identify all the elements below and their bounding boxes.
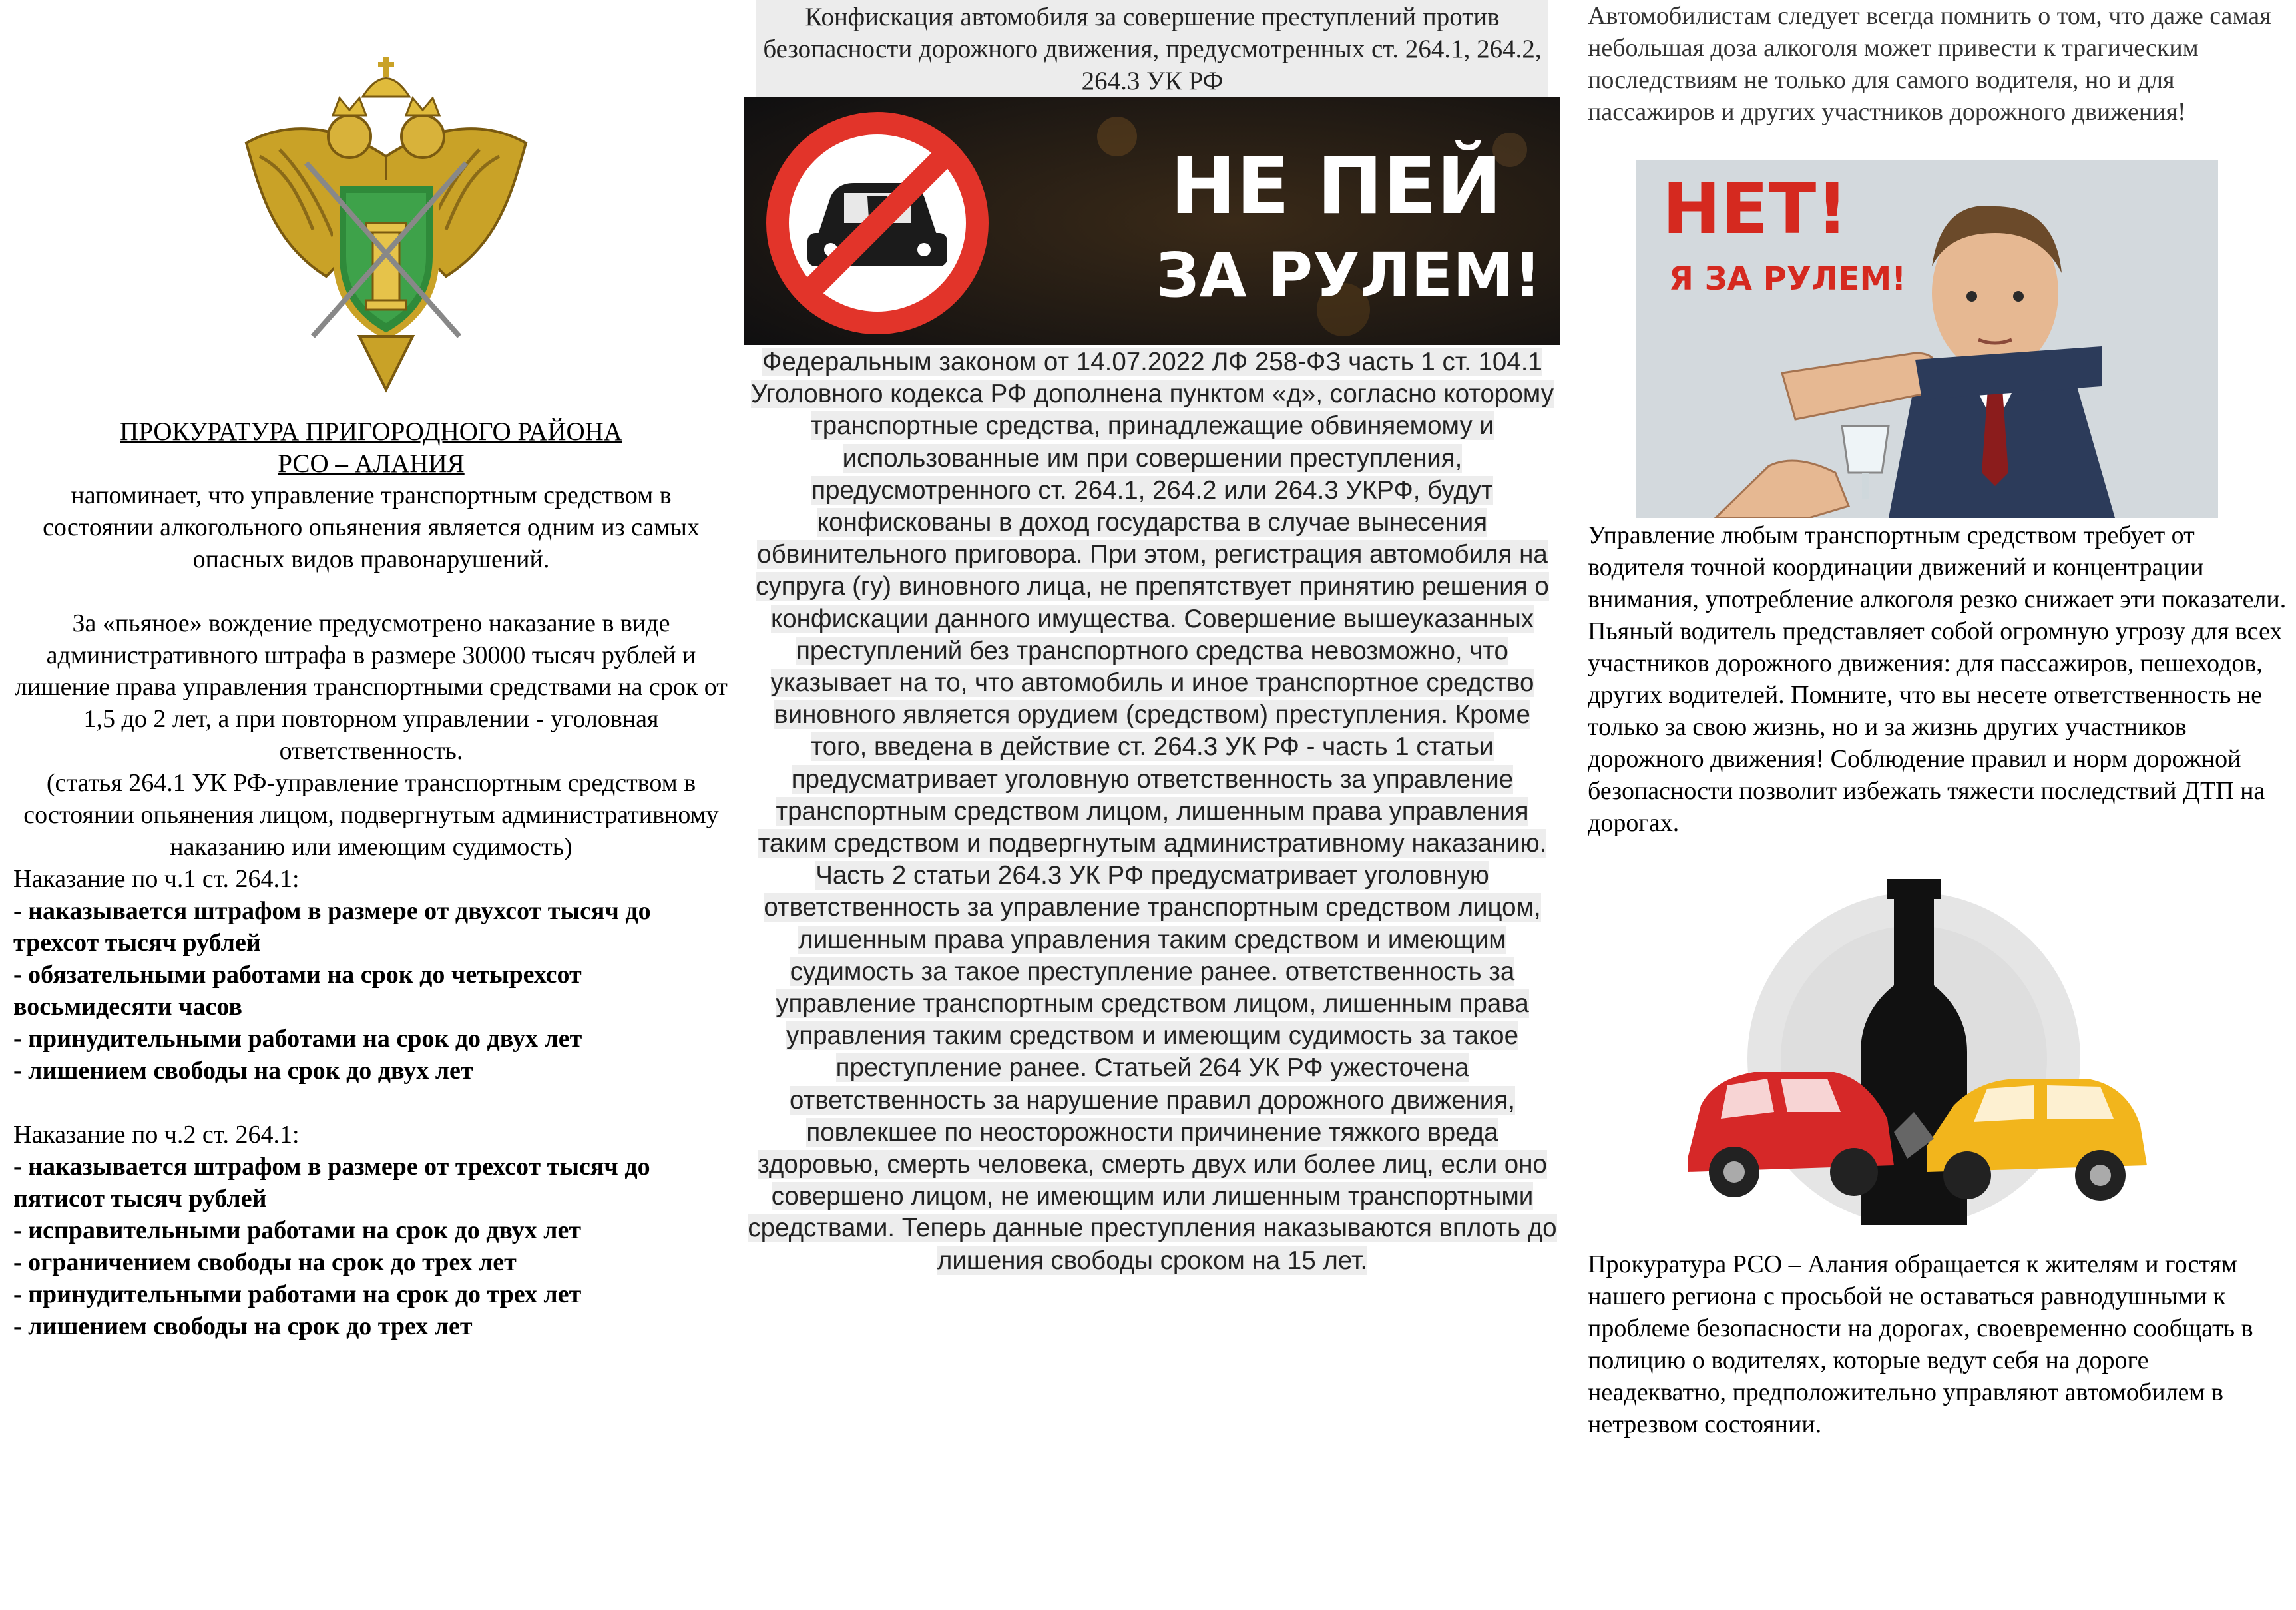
part2-item: - принудительными работами на срок до трех лет [13, 1280, 582, 1308]
part2-item: - исправительными работами на срок до двух лет [13, 1216, 581, 1244]
left-body [13, 479, 729, 1342]
refusal-poster [1636, 160, 2218, 518]
right-footer: Прокуратура РСО – Алания обращается к жителям и гостям нашего региона с просьбой не оставаться равнодушными к проблеме безопасности на дорогах, своевременно сообщать в полицию о водителях, которые ведут себя на дороге неадекватно, предположительно управляют автомобилем в нетрезвом состоянии. [1588, 1250, 2253, 1438]
man-refusing-drink-icon [1636, 160, 2218, 518]
poster-line-2: Я ЗА РУЛЕМ! [1669, 260, 1907, 298]
middle-title: Конфискация автомобиля за совершение преступлений против безопасности дорожного движения, предусмотренных ст. 264.1, 264.2, 264.3 УК РФ [756, 0, 1548, 100]
part1-item: - лишением свободы на срок до двух лет [13, 1057, 473, 1085]
part2-item: - ограничением свободы на срок до трех лет [13, 1248, 517, 1276]
right-body: Управление любым транспортным средством требует от водителя точной координации движений и концентрации внимания, употребление алкоголя резко снижает эти показатели. Пьяный водитель представляет собой огромную угрозу для всех участников дорожного движения: для пассажиров, пешеходов, других водителей. Помните, что вы несете ответственность не только за свою жизнь, но и за жизнь других участников дорожного движения! Соблюдение правил и норм дорожной безопасности позволит избежать тяжести последствий ДТП на дорогах. [1588, 521, 2287, 837]
penalty-text: За «пьяное» вождение предусмотрено наказание в виде административного штрафа в размере 30000 тысяч рублей и лишение права управления транспортными средствами на срок от 1,5 до 2 лет, а при повторном управлении - уголовная ответственность. [15, 609, 728, 765]
heading-line-1: ПРОКУРАТУРА ПРИГОРОДНОГО РАЙОНА [120, 417, 622, 446]
banner-line-1: НЕ ПЕЙ [1170, 140, 1502, 232]
poster-line-1: НЕТ! [1662, 168, 1849, 250]
part1-item: - обязательными работами на срок до четырехсот восьмидесяти часов [13, 961, 582, 1021]
no-drinking-car-sign-icon [744, 97, 1560, 345]
banner-line-2: ЗА РУЛЕМ! [1156, 240, 1542, 311]
middle-body [744, 346, 1560, 1277]
part2-title: Наказание по ч.2 ст. 264.1: [13, 1121, 300, 1149]
right-intro: Автомобилистам следует всегда помнить о том, что даже самая небольшая доза алкоголя может привести к трагическим последствиям не только для самого водителя, но и для пассажиров и других участников дорожного движения! [1588, 2, 2271, 126]
middle-body-text: Федеральным законом от 14.07.2022 ЛФ 258-ФЗ часть 1 ст. 104.1 Уголовного кодекса РФ дополнена пунктом «д», согласно которому транспортные средства, принадлежащие обвиняемому и использованные им при совершении преступления, предусмотренного ст. 264.1, 264.2 или 264.3 УКРФ, будут конфискованы в доход государства в случае вынесения обвинительного приговора. При этом, регистрация автомобиля на супруга (гу) виновного лица, не препятствует принятию решения о конфискации данного имущества. Совершение вышеуказанных преступлений без транспортного средства невозможно, что указывает на то, что автомобиль и иное транспортное средство виновного является орудием (средством) преступления. Кроме того, введена в действие ст. 264.3 УК РФ - часть 1 статьи предусматривает уголовную ответственность за управление транспортным средством лицом, лишенным права управления таким средством и подвергнутым административному наказанию. Часть 2 статьи 264.3 УК РФ предусматривает уголовную ответственность за управление транспортным средством лицом, лишенным права управления таким средством и имеющим судимость за такое преступление ранее. ответственность за управление транспортным средством лицом, лишенным права управления таким средством и имеющим судимость за такое преступление ранее. Статьей 264 УК РФ ужесточена ответственность за нарушение правил дорожного движения, повлекшее по неосторожности причинение тяжкого вреда здоровью, смерть человека, смерть двух или более лиц, если оно совершено лицом, не имеющим или лишенным транспортными средствами. Теперь данные преступления наказываются вплоть до лишения свободы сроком на 15 лет. [748, 348, 1557, 1275]
part1-item: - принудительными работами на срок до двух лет [13, 1025, 582, 1053]
part2-item: - лишением свободы на срок до трех лет [13, 1312, 473, 1340]
part1-item: - наказывается штрафом в размере от двухсот тысяч до трехсот тысяч рублей [13, 897, 651, 957]
bottle-car-crash-icon [1674, 879, 2154, 1238]
prosecutor-eagle-emblem-icon [213, 57, 559, 403]
no-drinking-banner [744, 97, 1560, 345]
heading-line-2: РСО – АЛАНИЯ [278, 449, 465, 478]
part2-item: - наказывается штрафом в размере от трехсот тысяч до пятисот тысяч рублей [13, 1153, 650, 1212]
left-intro: напоминает, что управление транспортным средством в состоянии алкогольного опьянения является одним из самых опасных видов правонарушений. [43, 481, 700, 573]
article-note: (статья 264.1 УК РФ-управление транспортным средством в состоянии опьянения лицом, подвергнутым административному наказанию или имеющим судимость) [23, 769, 719, 861]
part1-title: Наказание по ч.1 ст. 264.1: [13, 865, 300, 893]
left-heading [13, 416, 729, 480]
